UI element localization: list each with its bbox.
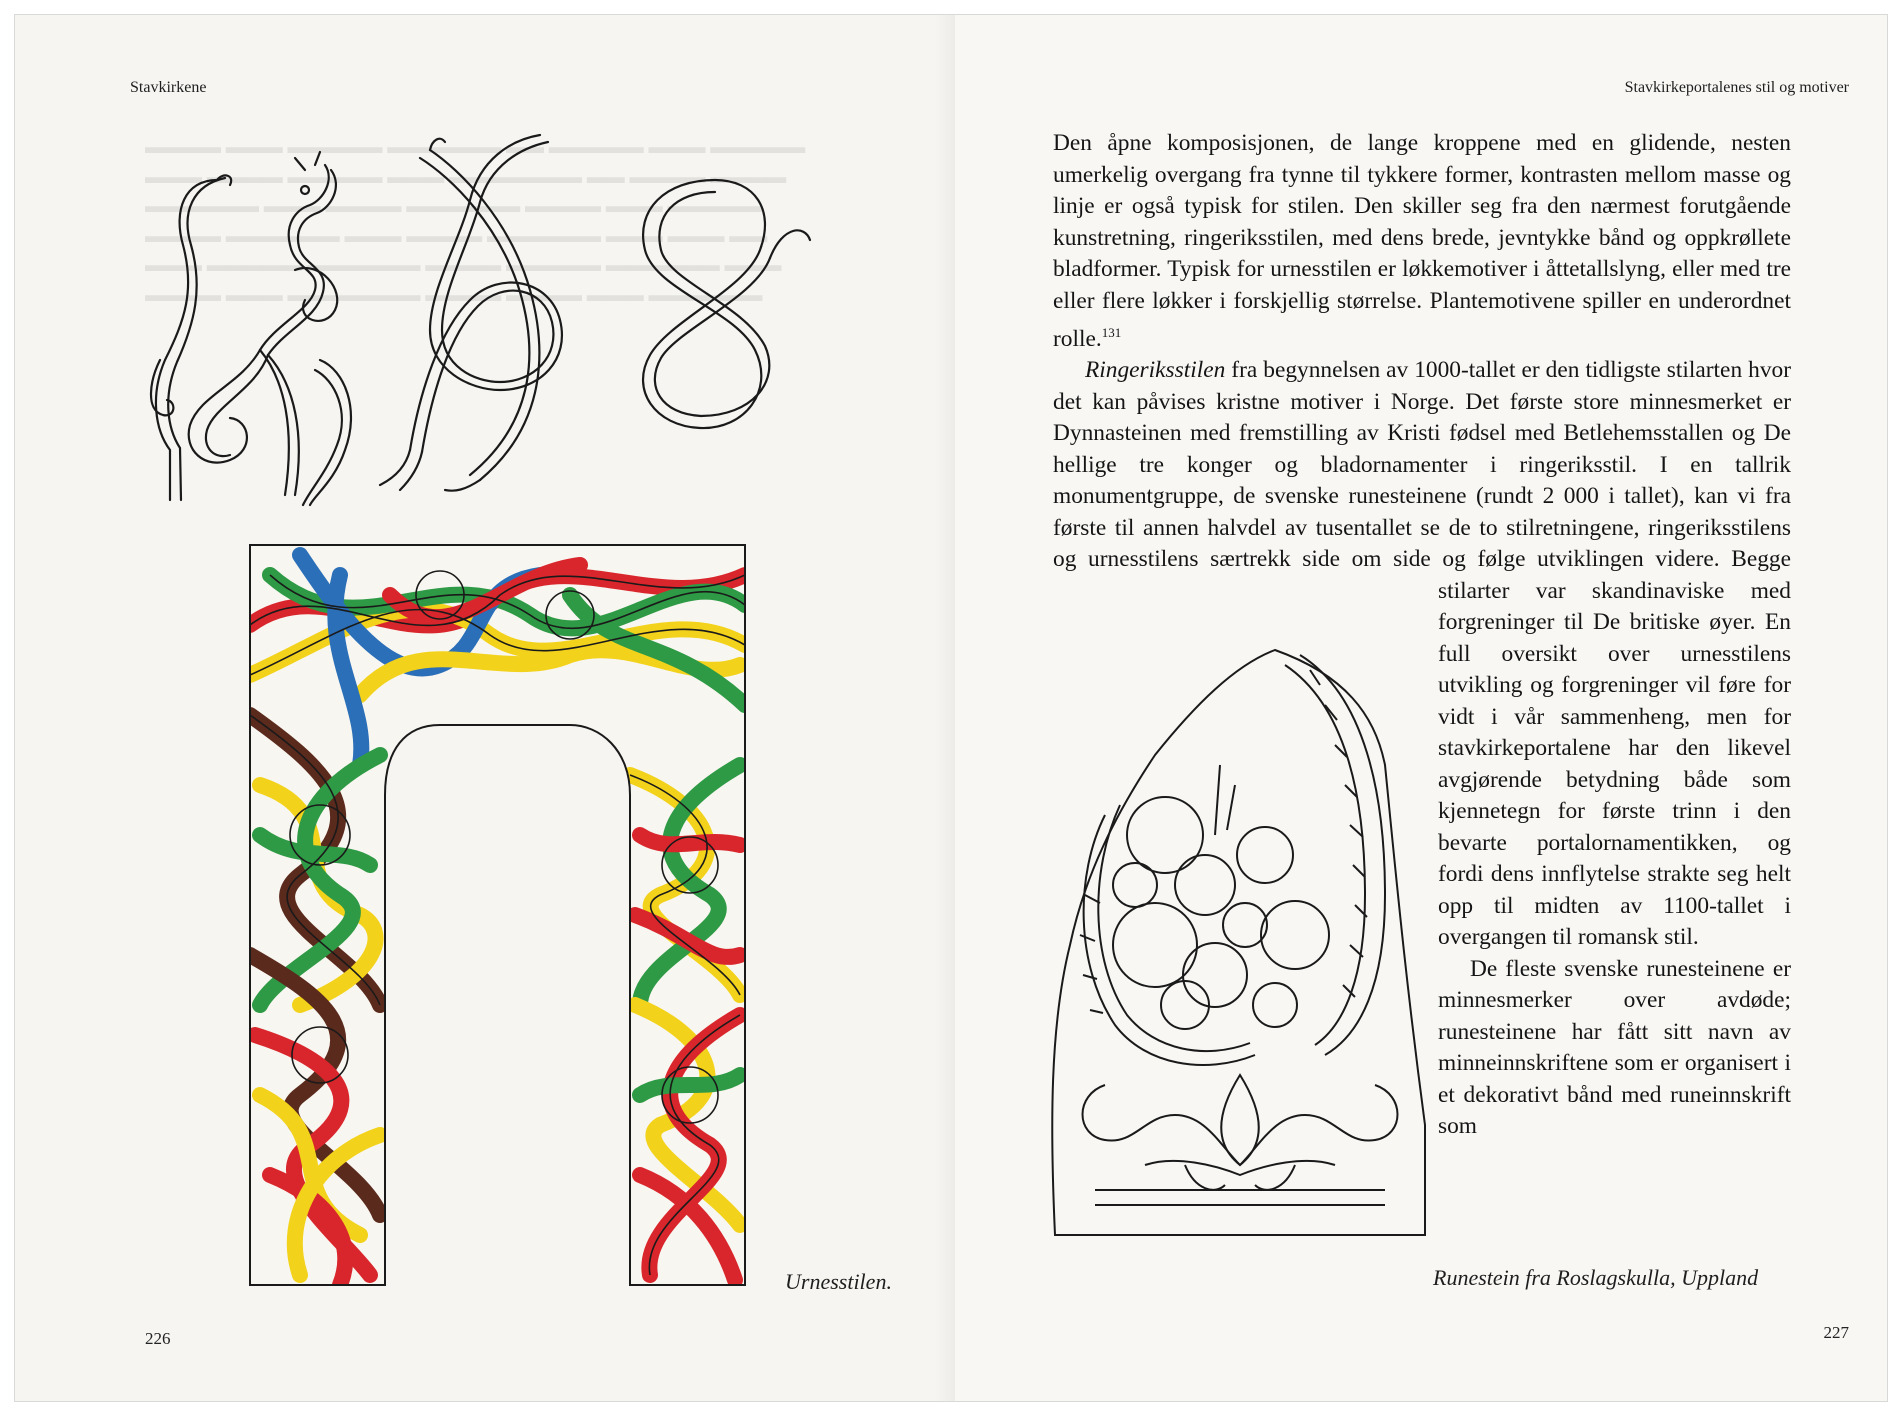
left-page [15, 15, 955, 1401]
urnes-portal-colored-drawing [240, 535, 760, 1295]
page-number-right: 227 [1823, 1323, 1849, 1342]
show-through-text: ▬▬▬▬ ▬▬▬ ▬▬▬▬▬ ▬▬▬▬▬▬ ▬▬ ▬▬▬▬▬ ▬▬▬ ▬▬▬▬▬ ▬▬▬ ▬▬▬▬ ▬▬▬▬▬ ▬▬▬ ▬▬▬▬▬▬▬ ▬▬ ▬▬▬▬ ▬▬▬▬ ▬▬▬▬▬▬ ▬▬▬ ▬▬▬▬ ▬▬▬▬▬▬ ▬▬▬▬ ▬▬▬ ▬▬▬▬▬ ▬▬▬▬ ▬▬▬▬▬▬ ▬▬▬ ▬▬▬▬ ▬▬▬▬▬▬ ▬▬▬ ▬▬▬ ▬▬ ▬▬▬ ▬▬▬▬▬ ▬▬▬▬▬▬ ▬▬▬▬ ▬▬▬▬▬ ▬▬▬▬▬▬ ▬▬▬ ▬▬▬▬ ▬▬▬ ▬▬▬▬▬▬▬ ▬▬▬▬ ▬▬▬▬ ▬▬▬ ▬▬▬▬▬▬ [145, 137, 806, 306]
running-header: Stavkirkene [130, 79, 207, 96]
page-number-left: 226 [145, 1329, 171, 1348]
paragraph-3: De fleste svenske runesteinene er minnesmerker over avdøde; runesteinene har fått sitt navn av minneinnskriftene som er organisert i et dekorativt bånd med runeinnskrift som [1438, 955, 1791, 1140]
main-text [1053, 128, 1791, 1186]
right-caption: Runestein fra Roslagskulla, Uppland [1433, 1265, 1759, 1290]
urnes-serpent-drawing [370, 130, 590, 500]
urnes-animal-drawing [145, 150, 375, 510]
paragraph-2-wrapped: var skandinaviske med forgreninger til De britiske øyer. En full oversikt over urnesstilens utvikling og forgreninger vil føre for vidt i vår sammenheng, men for stavkirkeportalene har den likevel avgjørende betydning både som kjennetegn for første trinn i den bevarte portalornamentikken, og fordi dens innflytelse strakte seg helt opp til midten av 1100-tallet i overgangen til romansk stil. [1438, 577, 1791, 951]
runestone-wrap-space [1053, 576, 1438, 1186]
paragraph-1: Den åpne komposisjonen, de lange kroppene med en glidende, nesten umerkelig overgang fra tynne til tykkere former, kontrasten mellom masse og linje er også typisk for stilen. Den skiller seg fra den nærmest forutgående kunstretning, ringeriksstilen, med dens brede, jevntykke bånd og oppkrøllete bladformer. Typisk for urnesstilen er løkkemotiver i åttetallslyng, eller med tre eller flere løkker i forskjellig størrelse. Plantemotivene spiller en underordnet rolle.$^{131}$ [1053, 130, 1791, 352]
left-caption: Urnesstilen. [785, 1269, 892, 1294]
figure-eight-loop-drawing [605, 170, 815, 440]
paragraph-2: Ringeriksstilen fra begynnelsen av 1000-tallet er den tidligste stilarten hvor det kan påvises kristne motiver i Norge. Det første store minnesmerket er Dynnasteinen med fremstilling av Kristi fødsel med Betlehemsstallen og De hellige tre konger og bladornamenter i ringeriksstil. I en tallrik monumentgruppe, de svenske runesteinene (rundt 2 000 i tallet), kan vi fra første til annen halvdel av tusentallet se de to stilretningene, ringeriksstilens og urnesstilens særtrekk side om side og følge utviklingen videre. Begge stilarter var skandinaviske med forgreninger til De britiske øyer. En full oversikt over urnesstilens utvikling og forgreninger vil føre for vidt i vår sammenheng, men for stavkirkeportalene har den likevel avgjørende betydning både som kjennetegn for første trinn i den bevarte portalornamentikken, og fordi dens innflytelse strakte seg helt opp til midten av 1100-tallet i overgangen til romansk stil. [1053, 355, 1791, 954]
book-spread [14, 14, 1888, 1402]
running-header: Stavkirkeportalenes stil og motiver [1624, 79, 1849, 96]
